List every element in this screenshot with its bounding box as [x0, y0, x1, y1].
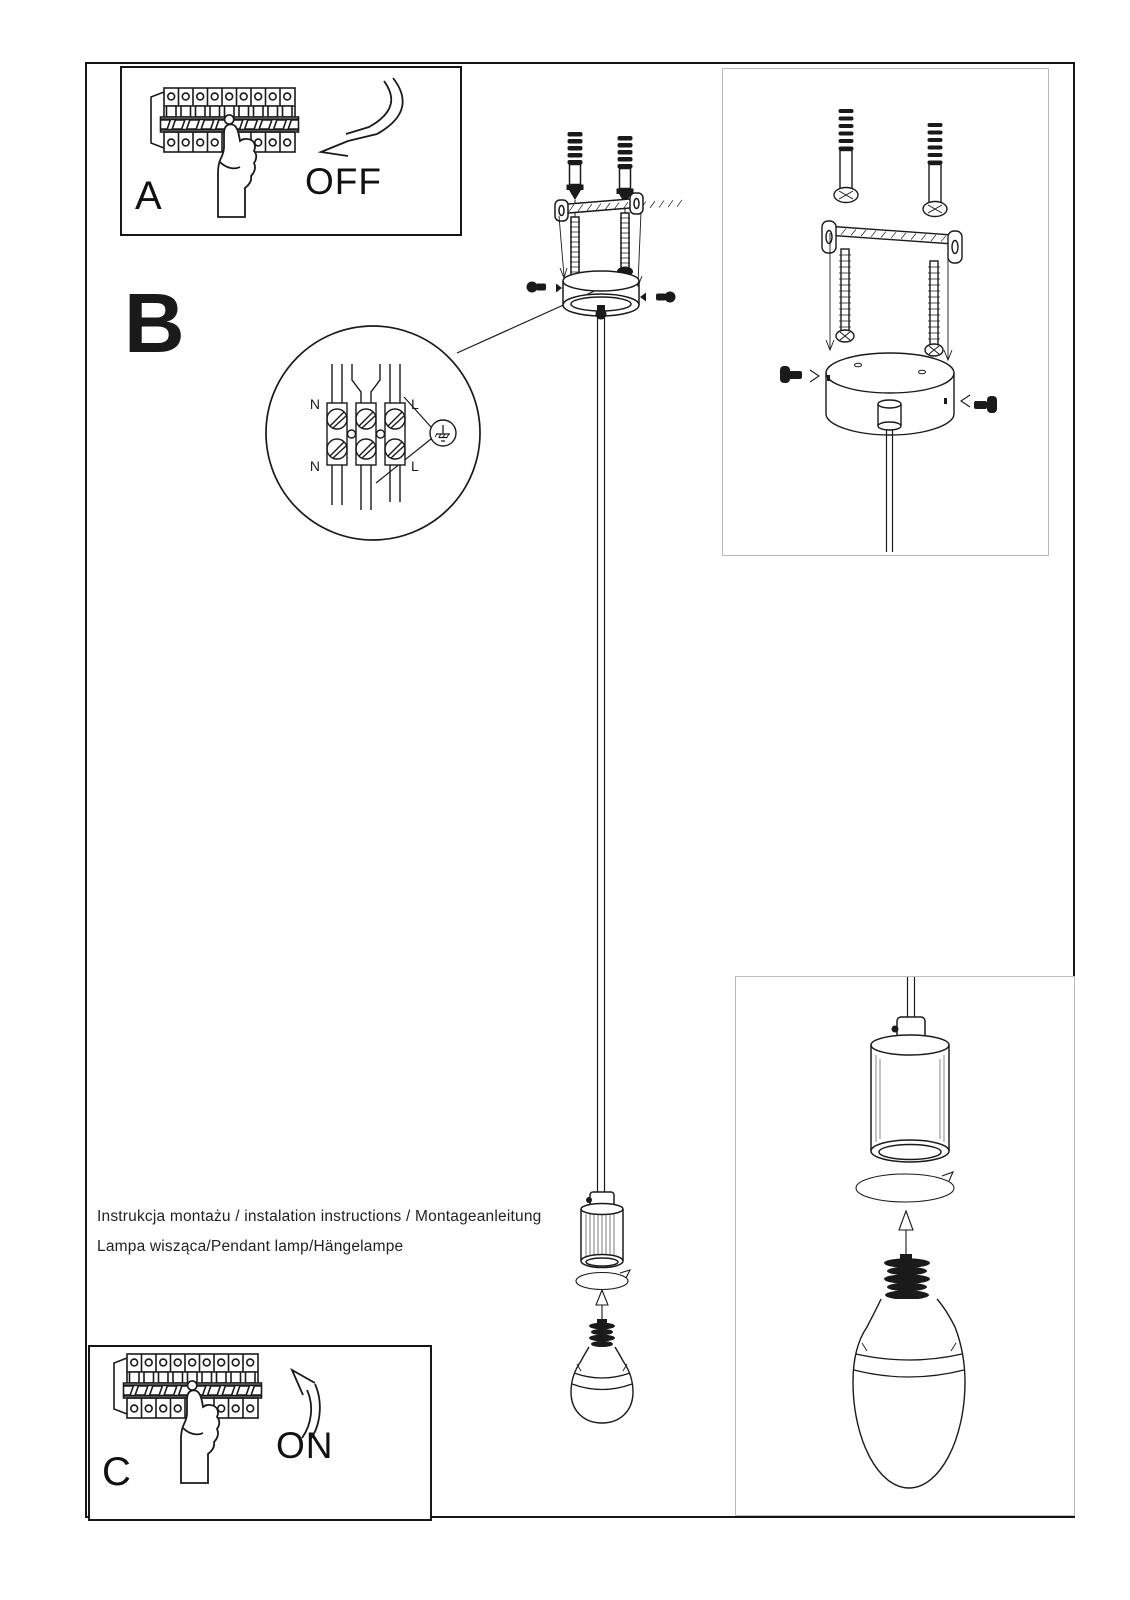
screw-icon: [836, 249, 854, 342]
off-arrow-icon: [321, 78, 403, 156]
off-label: OFF: [305, 161, 382, 202]
insert-arrow-icon: [596, 1290, 608, 1321]
wall-plug-icon: [834, 109, 858, 203]
screw-icon: [617, 213, 633, 277]
canopy-side-screw-icon: [780, 366, 830, 383]
screw-icon: [925, 261, 943, 356]
mounting-detail-panel: [722, 68, 1049, 556]
lamp-holder-icon: [871, 1017, 949, 1162]
wiring-terminal-diagram: [266, 289, 599, 540]
canopy-side-screw-icon: [527, 282, 563, 293]
wire-label-l-bottom: L: [411, 458, 419, 474]
canopy-side-screw-icon: [944, 395, 997, 413]
instructions-title-line1: Instrukcja montażu / instalation instructions / Montageanleitung: [97, 1208, 542, 1225]
rotation-arrow-icon: [856, 1172, 954, 1202]
light-bulb-icon: [571, 1319, 633, 1423]
on-label: ON: [276, 1425, 334, 1466]
pendant-holder-and-bulb: [571, 1192, 633, 1423]
power-cable: [598, 318, 605, 1193]
mounting-detail-illustration: [723, 69, 1046, 553]
step-label-b: B: [124, 276, 185, 370]
instructions-title-line2: Lampa wisząca/Pendant lamp/Hängelampe: [97, 1238, 404, 1255]
insert-arrow-icon: [899, 1211, 913, 1254]
wire-label-n-top: N: [309, 396, 320, 412]
ground-symbol-icon: [430, 420, 456, 446]
ceiling-mount-assembly: [527, 132, 683, 1193]
wall-plug-icon: [923, 123, 947, 217]
rotation-arrow-icon: [576, 1270, 630, 1290]
step-a-illustration: [122, 68, 456, 230]
step-c-panel: [88, 1345, 432, 1521]
step-c-illustration: [90, 1347, 426, 1515]
step-a-panel: [120, 66, 462, 236]
power-cable: [887, 429, 893, 552]
lamp-holder-icon: [581, 1192, 623, 1268]
step-label-a: A: [135, 174, 162, 218]
step-label-c: C: [102, 1450, 131, 1494]
power-cable: [908, 977, 915, 1018]
wire-label-n-bottom: N: [309, 458, 320, 474]
light-bulb-icon: [853, 1254, 965, 1488]
ceiling-canopy-icon: [826, 353, 954, 435]
bulb-detail-illustration: [736, 977, 1072, 1513]
wire-label-l-top: L: [411, 396, 419, 412]
canopy-side-screw-icon: [640, 292, 676, 303]
bulb-detail-panel: [735, 976, 1075, 1516]
